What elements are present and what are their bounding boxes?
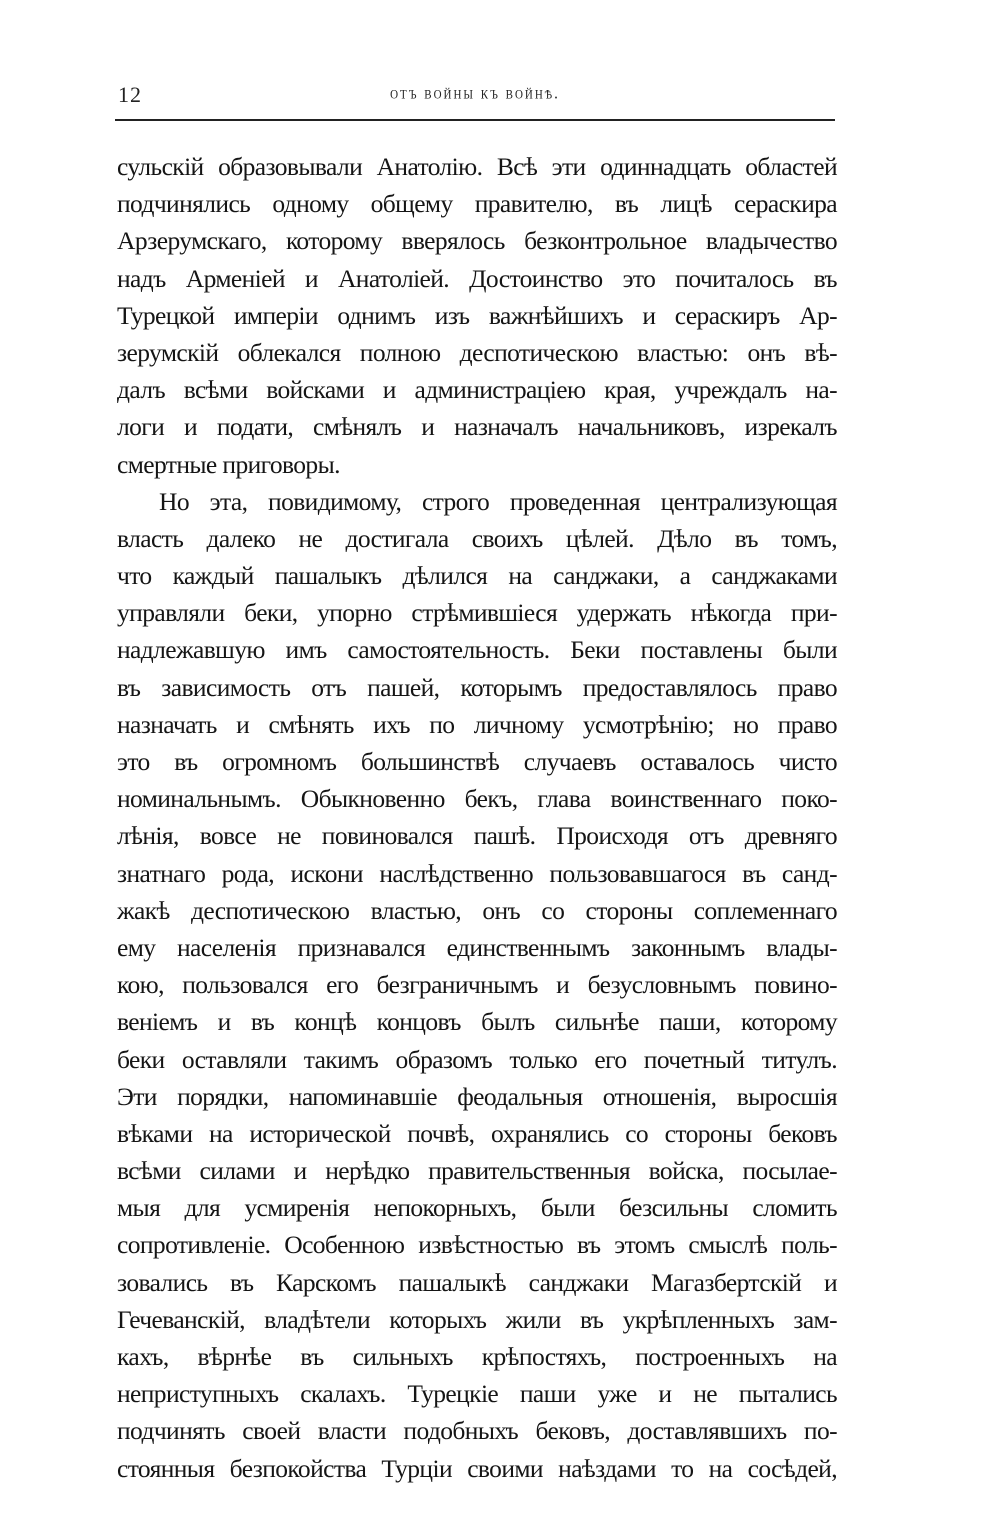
text-line: сопротивленіе. Особенною извѣстностью въ этомъ смыслѣ поль- bbox=[117, 1230, 837, 1260]
text-line: зовались въ Карскомъ пашалыкѣ санджаки Магазбертскій и bbox=[117, 1267, 837, 1297]
text-line: что каждый пашалыкъ дѣлился на санджаки, а санджаками bbox=[117, 561, 837, 591]
text-line: власть далеко не достигала своихъ цѣлей. Дѣло въ томъ, bbox=[117, 523, 837, 553]
text-line: сульскій образовывали Анатолію. Всѣ эти одиннадцать областей bbox=[117, 152, 837, 181]
header-rule-divider bbox=[115, 119, 835, 121]
text-line: кахъ, вѣрнѣе въ сильныхъ крѣпостяхъ, построенныхъ на bbox=[117, 1342, 837, 1371]
text-line: жакѣ деспотическою властью, онъ со стороны соплеменнаго bbox=[117, 895, 837, 925]
running-head bbox=[115, 82, 835, 112]
text-line: Эти порядки, напоминавшіе феодальныя отношенія, выросшія bbox=[117, 1081, 837, 1111]
body-text bbox=[117, 148, 837, 1487]
text-line: лѣнія, вовсе не повиновался пашѣ. Происходя отъ древняго bbox=[117, 821, 837, 851]
text-line: Турецкой имперіи однимъ изъ важнѣйшихъ и сераскиръ Ар- bbox=[117, 300, 837, 330]
text-line: смертные приговоры. bbox=[117, 449, 340, 479]
text-line: всѣми силами и нерѣдко правительственныя войска, посылае- bbox=[117, 1156, 837, 1186]
text-line: номинальнымъ. Обыкновенно бекъ, глава воинственнаго поко- bbox=[117, 784, 837, 814]
running-title: отъ войны къ войнѣ. bbox=[390, 84, 560, 104]
text-line: стоянныя безпокойства Турціи своими наѣздами то на сосѣдей, bbox=[117, 1453, 837, 1483]
text-line: надъ Арменіей и Анатоліей. Достоинство это почиталось въ bbox=[117, 263, 837, 293]
text-line: логи и подати, смѣнялъ и назначалъ начальниковъ, изрекалъ bbox=[117, 412, 837, 442]
text-line: Гечеванскій, владѣтели которыхъ жили въ укрѣпленныхъ зам- bbox=[117, 1304, 837, 1334]
text-line: надлежавшую имъ самостоятельность. Беки поставлены были bbox=[117, 635, 837, 665]
text-line: беки оставляли такимъ образомъ только его почетный титулъ. bbox=[117, 1044, 837, 1074]
page-number: 12 bbox=[118, 82, 142, 107]
text-line: вѣками на исторической почвѣ, охранялись со стороны бековъ bbox=[117, 1118, 837, 1148]
text-line: кою, пользовался его безграничнымъ и безусловнымъ повино- bbox=[117, 970, 837, 1000]
text-line: управляли беки, упорно стрѣмившіеся удержать нѣкогда при- bbox=[117, 598, 837, 628]
text-line: ему населенія признавался единственнымъ законнымъ влады- bbox=[117, 932, 837, 962]
text-line: знатнаго рода, искони наслѣдственно пользовавшагося въ санд- bbox=[117, 858, 837, 888]
paragraph-1 bbox=[117, 148, 837, 483]
text-line: подчинялись одному общему правителю, въ лицѣ сераскира bbox=[117, 189, 837, 219]
text-line: зерумскій облекался полною деспотическою властью: онъ вѣ- bbox=[117, 337, 837, 367]
text-line: Арзерумскаго, которому вверялось безконтрольное владычество bbox=[117, 226, 837, 256]
text-line: веніемъ и въ концѣ концовъ былъ сильнѣе паши, которому bbox=[117, 1007, 837, 1037]
paragraph-2 bbox=[117, 483, 837, 1487]
text-line: Но эта, повидимому, строго проведенная централизующая bbox=[159, 486, 837, 516]
text-line: неприступныхъ скалахъ. Турецкіе паши уже и не пытались bbox=[117, 1379, 837, 1409]
text-line: далъ всѣми войсками и администраціею края, учреждалъ на- bbox=[117, 375, 837, 405]
text-line: подчинять своей власти подобныхъ бековъ, доставлявшихъ по- bbox=[117, 1416, 837, 1446]
text-line: въ зависимость отъ пашей, которымъ предоставлялось право bbox=[117, 672, 837, 702]
text-line: назначать и смѣнять ихъ по личному усмотрѣнію; но право bbox=[117, 709, 837, 739]
text-line: это въ огромномъ большинствѣ случаевъ оставалось чисто bbox=[117, 747, 837, 776]
text-line: мыя для усмиренія непокорныхъ, были безсильны сломить bbox=[117, 1193, 837, 1223]
